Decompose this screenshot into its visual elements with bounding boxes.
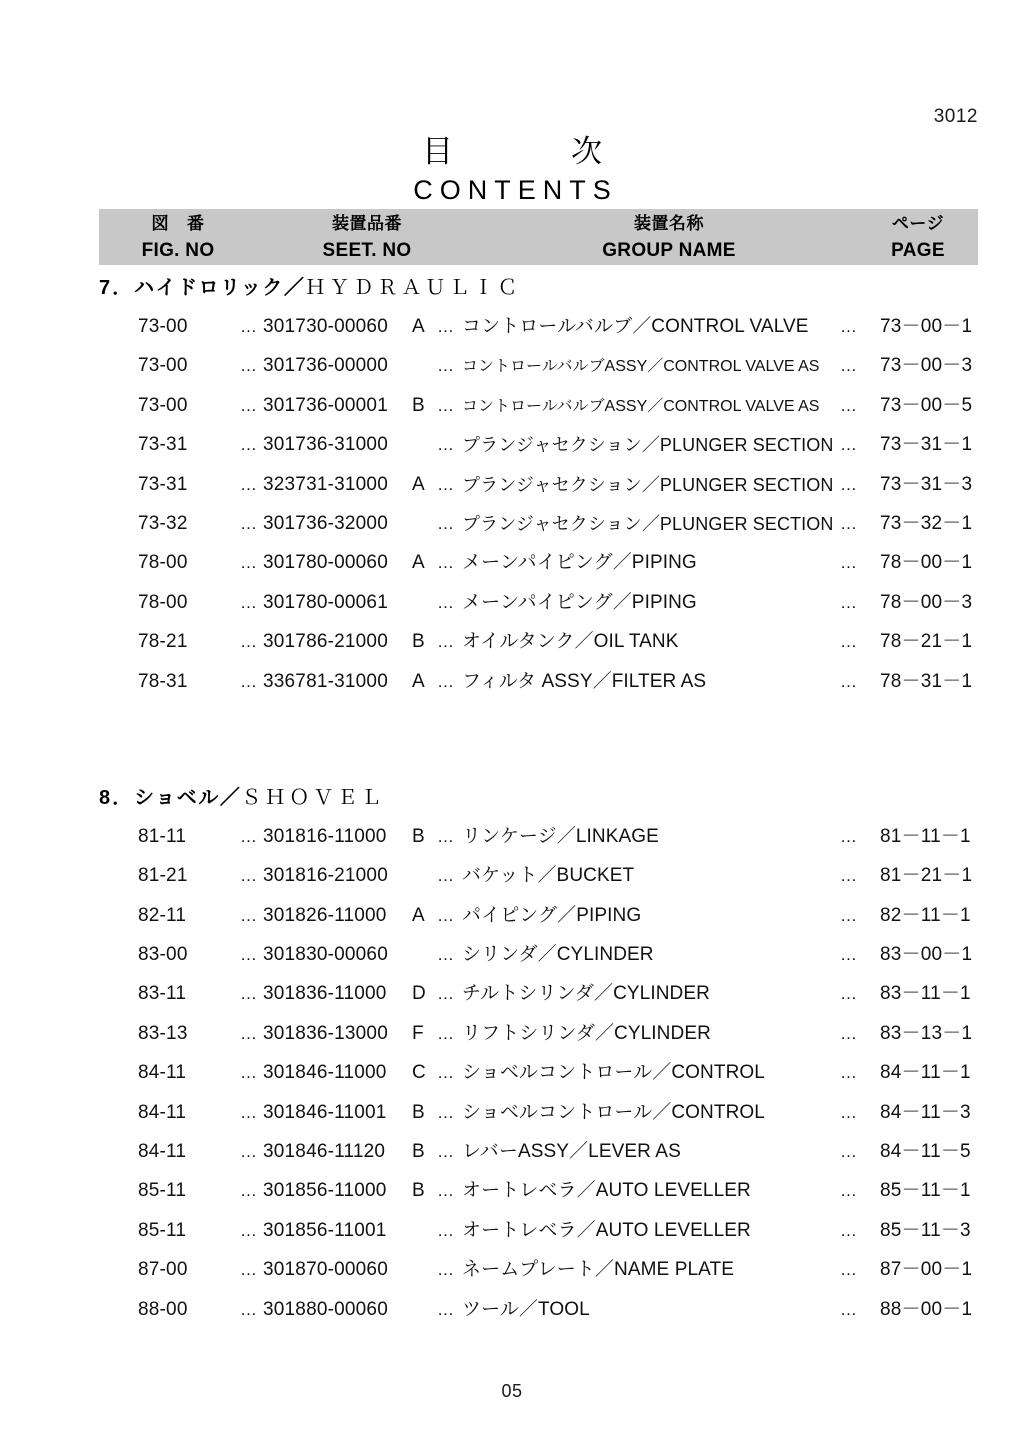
- cell-fig-no: 78-31: [138, 670, 188, 692]
- leader-dots-2: …: [437, 474, 455, 494]
- column-header-fig-no-en: FIG. NO: [141, 240, 215, 261]
- title-english: CONTENTS: [413, 175, 618, 205]
- leader-dots-1: …: [240, 945, 258, 965]
- leader-dots-3: …: [840, 395, 858, 415]
- cell-seet-no: 301730-00060: [263, 316, 388, 337]
- leader-dots-3: …: [840, 1142, 858, 1162]
- leader-dots-2: …: [437, 671, 455, 691]
- group-name-jp: ショベル／: [134, 786, 242, 809]
- cell-group-name: シリンダ／CYLINDER: [462, 944, 654, 966]
- cell-page-no: 73－00－5: [880, 394, 973, 416]
- cell-seet-no: 323731-31000: [263, 473, 388, 495]
- cell-seet-no: 301780-00060: [263, 552, 388, 574]
- leader-dots-1: …: [240, 356, 258, 376]
- group-name-en: ＨＹＤＲＡＵＬＩＣ: [305, 277, 522, 299]
- leader-dots-2: …: [437, 1260, 455, 1280]
- cell-group-name: コントロールバルブASSY／CONTROL VALVE AS: [462, 358, 820, 376]
- leader-dots-3: …: [840, 826, 858, 846]
- cell-seet-no: 301816-21000: [263, 865, 388, 887]
- leader-dots-2: …: [437, 1063, 455, 1083]
- cell-seet-no: 336781-31000: [263, 670, 388, 692]
- table-row[interactable]: [0, 470, 1024, 509]
- cell-seet-no: 301846-11001: [263, 1101, 387, 1123]
- cell-seet-no: 301826-11000: [263, 904, 387, 926]
- cell-page-no: 73－00－1: [880, 316, 973, 337]
- leader-dots-1: …: [240, 435, 258, 455]
- column-header-page-jp: ページ: [891, 214, 945, 233]
- cell-group-name: コントロールバルブ／CONTROL VALVE: [462, 316, 809, 337]
- cell-seet-no: 301816-11000: [263, 825, 387, 847]
- table-row[interactable]: [0, 1137, 1024, 1176]
- table-row[interactable]: [0, 1255, 1024, 1294]
- cell-group-name: フィルタ ASSY／FILTER AS: [462, 670, 707, 692]
- cell-page-no: 83－13－1: [880, 1022, 973, 1044]
- cell-group-name: メーンパイピング／PIPING: [462, 552, 697, 574]
- table-row[interactable]: [0, 822, 1024, 861]
- cell-fig-no: 81-21: [138, 865, 188, 887]
- cell-fig-no: 83-11: [138, 983, 187, 1005]
- column-header-fig-no-jp: [107, 211, 249, 237]
- cell-page-no: 78－31－1: [880, 670, 973, 692]
- cell-revision: A: [412, 473, 425, 495]
- group-name-en: ＳＨＯＶＥＬ: [241, 786, 386, 809]
- footer-page-number: 05: [501, 1381, 523, 1401]
- leader-dots-3: …: [840, 1260, 858, 1280]
- leader-dots-3: …: [840, 592, 858, 612]
- cell-seet-no: 301736-00001: [263, 394, 388, 416]
- cell-page-no: 85－11－1: [880, 1180, 971, 1202]
- leader-dots-1: …: [240, 1102, 258, 1122]
- cell-fig-no: 73-31: [138, 434, 188, 456]
- leader-dots-3: …: [840, 317, 858, 336]
- cell-revision: A: [412, 904, 425, 926]
- cell-group-name: プランジャセクション／PLUNGER SECTION: [462, 474, 834, 495]
- cell-group-name: オートレベラ／AUTO LEVELLER: [462, 1219, 751, 1241]
- leader-dots-2: …: [437, 1181, 455, 1201]
- leader-dots-2: …: [437, 356, 455, 376]
- cell-page-no: 84－11－5: [880, 1141, 971, 1163]
- cell-fig-no: 85-11: [138, 1219, 187, 1241]
- leader-dots-3: …: [840, 1023, 858, 1043]
- table-row[interactable]: [0, 1176, 1024, 1215]
- cell-seet-no: 301836-11000: [263, 983, 387, 1005]
- leader-dots-2: …: [437, 866, 455, 886]
- cell-fig-no: 83-13: [138, 1022, 188, 1044]
- cell-page-no: 84－11－3: [880, 1101, 971, 1123]
- cell-fig-no: 78-00: [138, 591, 188, 613]
- leader-dots-2: …: [437, 592, 455, 612]
- leader-dots-2: …: [437, 632, 455, 652]
- leader-dots-1: …: [240, 513, 258, 533]
- cell-group-name: ショベルコントロール／CONTROL: [462, 1101, 765, 1123]
- table-row[interactable]: [0, 1216, 1024, 1255]
- cell-seet-no: 301736-31000: [263, 434, 388, 456]
- column-header-seet-no-en: SEET. NO: [322, 240, 412, 261]
- cell-seet-no: 301846-11120: [263, 1141, 386, 1163]
- cell-seet-no: 301856-11000: [263, 1180, 387, 1202]
- cell-fig-no: 83-00: [138, 944, 188, 966]
- leader-dots-3: …: [840, 905, 858, 925]
- cell-seet-no: 301736-00000: [263, 355, 388, 377]
- leader-dots-2: …: [437, 1023, 455, 1043]
- cell-revision: B: [412, 1101, 425, 1123]
- cell-group-name: リフトシリンダ／CYLINDER: [462, 1022, 711, 1044]
- cell-page-no: 78－00－3: [880, 591, 973, 613]
- cell-page-no: 82－11－1: [880, 904, 971, 926]
- cell-fig-no: 73-00: [138, 355, 188, 377]
- cell-group-name: リンケージ／LINKAGE: [462, 825, 659, 847]
- cell-fig-no: 87-00: [138, 1259, 188, 1281]
- leader-dots-1: …: [240, 984, 258, 1004]
- leader-dots-2: …: [437, 513, 455, 533]
- cell-revision: B: [412, 1180, 425, 1202]
- cell-fig-no: 82-11: [138, 904, 187, 926]
- leader-dots-2: …: [437, 1220, 455, 1240]
- leader-dots-3: …: [840, 1299, 858, 1319]
- leader-dots-1: …: [240, 1063, 258, 1083]
- table-row[interactable]: [0, 627, 1024, 666]
- cell-page-no: 73－32－1: [880, 512, 973, 534]
- cell-fig-no: 81-11: [138, 825, 187, 847]
- title-jp-right: 次: [571, 134, 602, 169]
- cell-fig-no: 73-31: [138, 473, 188, 495]
- column-header-group-name-en: GROUP NAME: [602, 240, 736, 261]
- cell-fig-no: 73-00: [138, 316, 188, 337]
- table-column-header: [99, 209, 978, 265]
- fig-jp-char-2: 番: [187, 214, 205, 233]
- cell-group-name: ショベルコントロール／CONTROL: [462, 1062, 765, 1084]
- cell-group-name: プランジャセクション／PLUNGER SECTION: [462, 435, 834, 456]
- cell-seet-no: 301870-00060: [263, 1259, 388, 1281]
- column-header-seet-no: [257, 211, 477, 265]
- document-number: 3012: [933, 106, 978, 127]
- cell-fig-no: 84-11: [138, 1141, 187, 1163]
- cell-revision: C: [412, 1062, 426, 1084]
- cell-page-no: 85－11－3: [880, 1219, 971, 1241]
- cell-seet-no: 301880-00060: [263, 1298, 388, 1320]
- cell-seet-no: 301786-21000: [263, 631, 388, 653]
- cell-page-no: 87－00－1: [880, 1259, 973, 1281]
- cell-page-no: 78－21－1: [880, 631, 973, 653]
- cell-fig-no: 88-00: [138, 1298, 188, 1320]
- table-row[interactable]: [0, 430, 1024, 469]
- leader-dots-1: …: [240, 671, 258, 691]
- cell-revision: A: [412, 670, 425, 692]
- cell-group-name: バケット／BUCKET: [462, 865, 635, 887]
- leader-dots-3: …: [840, 553, 858, 573]
- table-row[interactable]: [0, 509, 1024, 548]
- cell-fig-no: 85-11: [138, 1180, 187, 1202]
- cell-seet-no: 301846-11000: [263, 1062, 387, 1084]
- cell-page-no: 73－00－3: [880, 355, 973, 377]
- cell-page-no: 73－31－1: [880, 434, 973, 456]
- cell-fig-no: 84-11: [138, 1101, 187, 1123]
- leader-dots-1: …: [240, 1181, 258, 1201]
- leader-dots-2: …: [437, 395, 455, 415]
- leader-dots-2: …: [437, 1299, 455, 1319]
- contents-listing: [0, 272, 1024, 1334]
- leader-dots-2: …: [437, 553, 455, 573]
- leader-dots-1: …: [240, 474, 258, 494]
- cell-fig-no: 78-00: [138, 552, 188, 574]
- leader-dots-1: …: [240, 395, 258, 415]
- column-header-group-name: [499, 211, 839, 265]
- cell-revision: D: [412, 983, 426, 1005]
- leader-dots-3: …: [840, 356, 858, 376]
- leader-dots-1: …: [240, 1299, 258, 1319]
- leader-dots-3: …: [840, 866, 858, 886]
- leader-dots-1: …: [240, 317, 258, 336]
- table-row[interactable]: [0, 1098, 1024, 1137]
- cell-page-no: 78－00－1: [880, 552, 973, 574]
- cell-seet-no: 301836-13000: [263, 1022, 388, 1044]
- cell-group-name: オートレベラ／AUTO LEVELLER: [462, 1180, 751, 1202]
- cell-group-name: コントロールバルブASSY／CONTROL VALVE AS: [462, 397, 820, 415]
- cell-group-name: パイピング／PIPING: [462, 904, 642, 926]
- table-row[interactable]: [0, 979, 1024, 1018]
- group-number: 8．: [99, 786, 135, 809]
- cell-page-no: 73－31－3: [880, 473, 973, 495]
- leader-dots-3: …: [840, 1102, 858, 1122]
- table-row[interactable]: [0, 940, 1024, 979]
- column-header-group-name-jp: 装置名称: [634, 214, 704, 233]
- cell-group-name: ツール／TOOL: [462, 1298, 590, 1320]
- table-row[interactable]: [0, 1019, 1024, 1058]
- cell-page-no: 81－11－1: [880, 825, 971, 847]
- leader-dots-1: …: [240, 866, 258, 886]
- table-row[interactable]: [0, 391, 1024, 430]
- cell-group-name: チルトシリンダ／CYLINDER: [462, 983, 710, 1005]
- cell-revision: B: [412, 631, 425, 653]
- group-separator: [0, 706, 1024, 782]
- cell-revision: B: [412, 825, 425, 847]
- leader-dots-3: …: [840, 984, 858, 1004]
- leader-dots-2: …: [437, 945, 455, 965]
- cell-fig-no: 73-32: [138, 512, 188, 534]
- leader-dots-1: …: [240, 553, 258, 573]
- title-jp-left: 目: [422, 134, 453, 169]
- leader-dots-3: …: [840, 945, 858, 965]
- leader-dots-2: …: [437, 826, 455, 846]
- cell-page-no: 83－00－1: [880, 944, 973, 966]
- leader-dots-1: …: [240, 1142, 258, 1162]
- cell-revision: A: [412, 316, 425, 337]
- leader-dots-3: …: [840, 1220, 858, 1240]
- column-header-page-en: PAGE: [891, 240, 945, 261]
- table-row[interactable]: [0, 351, 1024, 390]
- leader-dots-1: …: [240, 1023, 258, 1043]
- title-japanese: [0, 132, 1024, 172]
- cell-revision: B: [412, 1141, 425, 1163]
- table-row[interactable]: [0, 1058, 1024, 1097]
- leader-dots-1: …: [240, 632, 258, 652]
- group-number: 7．: [99, 277, 135, 299]
- leader-dots-2: …: [437, 905, 455, 925]
- leader-dots-3: …: [840, 1063, 858, 1083]
- table-row[interactable]: [0, 548, 1024, 587]
- cell-seet-no: 301736-32000: [263, 512, 388, 534]
- column-header-fig-no: [107, 211, 249, 265]
- cell-seet-no: 301780-00061: [263, 591, 388, 613]
- cell-fig-no: 73-00: [138, 394, 188, 416]
- page-title: [0, 132, 1024, 207]
- cell-group-name: メーンパイピング／PIPING: [462, 591, 697, 613]
- table-row[interactable]: [0, 861, 1024, 900]
- leader-dots-2: …: [437, 1102, 455, 1122]
- table-row[interactable]: [0, 901, 1024, 940]
- cell-page-no: 88－00－1: [880, 1298, 973, 1320]
- cell-revision: F: [412, 1022, 424, 1044]
- group-heading: [0, 272, 1024, 312]
- table-row[interactable]: [0, 667, 1024, 706]
- leader-dots-1: …: [240, 1260, 258, 1280]
- leader-dots-3: …: [840, 1181, 858, 1201]
- group-name-jp: ハイドロリック／: [134, 277, 306, 299]
- leader-dots-1: …: [240, 826, 258, 846]
- leader-dots-3: …: [840, 474, 858, 494]
- cell-group-name: レバーASSY／LEVER AS: [462, 1141, 681, 1163]
- leader-dots-2: …: [437, 317, 455, 336]
- fig-jp-char-1: 図: [151, 214, 169, 233]
- column-header-page: [859, 211, 977, 265]
- cell-seet-no: 301856-11001: [263, 1219, 387, 1241]
- leader-dots-2: …: [437, 435, 455, 455]
- cell-page-no: 84－11－1: [880, 1062, 971, 1084]
- leader-dots-3: …: [840, 435, 858, 455]
- cell-page-no: 81－21－1: [880, 865, 973, 887]
- cell-group-name: オイルタンク／OIL TANK: [462, 631, 679, 653]
- leader-dots-2: …: [437, 984, 455, 1004]
- cell-fig-no: 84-11: [138, 1062, 187, 1084]
- cell-group-name: ネームプレート／NAME PLATE: [462, 1259, 734, 1281]
- leader-dots-2: …: [437, 1142, 455, 1162]
- group-heading: [0, 782, 1024, 822]
- cell-fig-no: 78-21: [138, 631, 188, 653]
- leader-dots-3: …: [840, 513, 858, 533]
- leader-dots-1: …: [240, 905, 258, 925]
- leader-dots-1: …: [240, 592, 258, 612]
- table-row[interactable]: [0, 1295, 1024, 1334]
- table-row[interactable]: [0, 588, 1024, 627]
- column-header-seet-no-jp: 装置品番: [332, 214, 402, 233]
- cell-revision: A: [412, 552, 425, 574]
- cell-group-name: プランジャセクション／PLUNGER SECTION: [462, 513, 834, 534]
- cell-page-no: 83－11－1: [880, 983, 971, 1005]
- cell-revision: B: [412, 394, 425, 416]
- leader-dots-3: …: [840, 632, 858, 652]
- leader-dots-1: …: [240, 1220, 258, 1240]
- table-row[interactable]: [0, 312, 1024, 351]
- leader-dots-3: …: [840, 671, 858, 691]
- cell-seet-no: 301830-00060: [263, 944, 388, 966]
